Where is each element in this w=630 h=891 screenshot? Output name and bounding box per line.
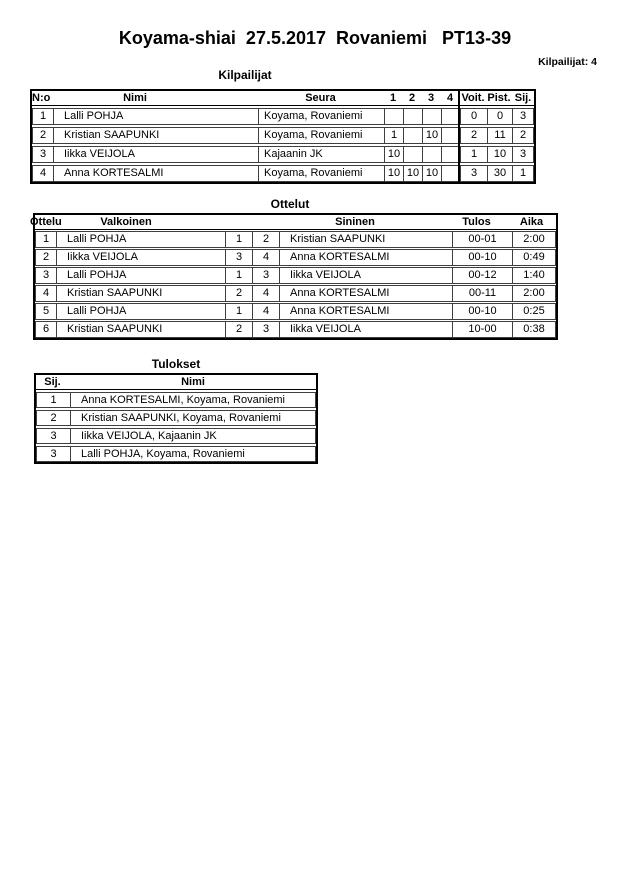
result-row xyxy=(36,446,316,462)
match-result: 00-12 xyxy=(453,268,513,283)
matches-header-row xyxy=(30,215,556,230)
col-header-1: 1 xyxy=(389,92,397,104)
match-result: 00-10 xyxy=(453,250,513,265)
white-player: Lalli POHJA xyxy=(57,304,226,319)
participants-count: Kilpailijat: 4 xyxy=(538,56,597,68)
match-time: 2:00 xyxy=(523,287,545,299)
white-player-number: 2 xyxy=(226,286,253,301)
points: 10 xyxy=(488,147,513,162)
result-row xyxy=(36,392,316,408)
blue-player-number: 3 xyxy=(253,322,280,337)
col-header-sij: Sij. xyxy=(44,376,61,388)
points: 11 xyxy=(488,128,513,143)
blue-player: Anna KORTESALMI xyxy=(280,304,453,319)
white-player: Kristian SAAPUNKI xyxy=(57,322,226,337)
competitor-club: Kajaanin JK xyxy=(259,147,385,162)
match-time: 0:25 xyxy=(523,305,545,317)
competitor-name: Anna KORTESALMI xyxy=(54,166,259,181)
white-player: Kristian SAAPUNKI xyxy=(57,286,226,301)
score-2: 10 xyxy=(404,166,423,181)
match-result: 00-01 xyxy=(453,232,513,247)
place: 3 xyxy=(519,148,527,160)
thick-divider-line xyxy=(458,89,460,184)
points: 30 xyxy=(488,166,513,181)
score-2 xyxy=(404,147,423,162)
wins: 3 xyxy=(461,166,488,181)
blue-player-number: 4 xyxy=(253,304,280,319)
match-row xyxy=(35,285,556,302)
col-header-3: 3 xyxy=(427,92,435,104)
score-2 xyxy=(404,109,423,124)
match-time: 1:40 xyxy=(523,269,545,281)
col-header-no: N:o xyxy=(32,92,51,104)
col-header-white-number xyxy=(220,215,247,229)
result-name: Kristian SAAPUNKI, Koyama, Rovaniemi xyxy=(81,412,281,424)
blue-player: Iikka VEIJOLA xyxy=(280,322,453,337)
score-3 xyxy=(423,109,442,124)
competitor-club: Koyama, Rovaniemi xyxy=(259,109,385,124)
competitors-heading: Kilpailijat xyxy=(218,68,272,82)
results-header-row xyxy=(36,375,316,390)
wins: 0 xyxy=(461,109,488,124)
result-place: 2 xyxy=(37,411,71,425)
place: 2 xyxy=(519,129,527,141)
col-header-ottelu: Ottelu xyxy=(30,216,62,228)
white-player: Iikka VEIJOLA xyxy=(57,250,226,265)
match-number: 2 xyxy=(36,250,57,265)
white-player-number: 3 xyxy=(226,250,253,265)
score-3 xyxy=(423,147,442,162)
results-table xyxy=(34,373,318,464)
match-number: 3 xyxy=(36,268,57,283)
col-header-seura: Seura xyxy=(305,92,336,104)
score-2 xyxy=(404,128,423,143)
result-place: 3 xyxy=(37,429,71,443)
matches-heading: Ottelut xyxy=(270,197,310,211)
score-1: 10 xyxy=(385,166,404,181)
blue-player-number: 4 xyxy=(253,286,280,301)
col-header-voit: Voit. xyxy=(461,92,485,104)
competitor-name: Iikka VEIJOLA xyxy=(54,147,259,162)
match-number: 5 xyxy=(36,304,57,319)
match-row xyxy=(35,321,556,338)
blue-player: Kristian SAAPUNKI xyxy=(280,232,453,247)
match-row xyxy=(35,231,556,248)
competitor-number: 4 xyxy=(33,166,54,181)
result-name: Iikka VEIJOLA, Kajaanin JK xyxy=(81,430,217,442)
match-number: 1 xyxy=(36,232,57,247)
match-result: 10-00 xyxy=(453,322,513,337)
match-result: 00-10 xyxy=(453,304,513,319)
white-player-number: 1 xyxy=(226,232,253,247)
col-header-4: 4 xyxy=(446,92,454,104)
points: 0 xyxy=(488,109,513,124)
place: 3 xyxy=(519,110,527,122)
white-player-number: 1 xyxy=(226,304,253,319)
wins: 2 xyxy=(461,128,488,143)
blue-player-number: 4 xyxy=(253,250,280,265)
result-place: 3 xyxy=(37,447,71,461)
col-header-blue-number xyxy=(247,215,274,229)
white-player-number: 1 xyxy=(226,268,253,283)
white-player-number: 2 xyxy=(226,322,253,337)
col-header-pist: Pist. xyxy=(487,92,511,104)
score-1: 1 xyxy=(385,128,404,143)
col-header-2: 2 xyxy=(408,92,416,104)
competitor-number: 1 xyxy=(33,109,54,124)
match-number: 6 xyxy=(36,322,57,337)
result-row xyxy=(36,428,316,444)
match-row xyxy=(35,303,556,320)
competitor-name: Kristian SAAPUNKI xyxy=(54,128,259,143)
blue-player: Iikka VEIJOLA xyxy=(280,268,453,283)
competitor-name: Lalli POHJA xyxy=(54,109,259,124)
score-1 xyxy=(385,109,404,124)
white-player: Lalli POHJA xyxy=(57,232,226,247)
competitor-number: 3 xyxy=(33,147,54,162)
col-header-aika: Aika xyxy=(519,216,544,228)
match-number: 4 xyxy=(36,286,57,301)
match-time: 2:00 xyxy=(523,233,545,245)
match-time: 0:49 xyxy=(523,251,545,263)
col-header-tulos: Tulos xyxy=(462,216,491,228)
wins: 1 xyxy=(461,147,488,162)
result-name: Lalli POHJA, Koyama, Rovaniemi xyxy=(81,448,245,460)
blue-player: Anna KORTESALMI xyxy=(280,250,453,265)
result-name: Anna KORTESALMI, Koyama, Rovaniemi xyxy=(81,394,285,406)
blue-player: Anna KORTESALMI xyxy=(280,286,453,301)
match-row xyxy=(35,249,556,266)
score-3: 10 xyxy=(423,166,442,181)
score-3: 10 xyxy=(423,128,442,143)
competitors-table xyxy=(30,89,536,184)
place: 1 xyxy=(519,167,527,179)
col-header-nimi: Nimi xyxy=(123,92,147,104)
result-row xyxy=(36,410,316,426)
competitor-club: Koyama, Rovaniemi xyxy=(259,166,385,181)
match-result: 00-11 xyxy=(453,286,513,301)
competitor-number: 2 xyxy=(33,128,54,143)
result-place: 1 xyxy=(37,393,71,407)
white-player: Lalli POHJA xyxy=(57,268,226,283)
page-title: Koyama-shiai 27.5.2017 Rovaniemi PT13-39 xyxy=(118,28,512,48)
matches-table xyxy=(30,213,558,340)
col-header-nimi: Nimi xyxy=(181,376,205,388)
match-time: 0:38 xyxy=(523,323,545,335)
blue-player-number: 3 xyxy=(253,268,280,283)
blue-player-number: 2 xyxy=(253,232,280,247)
results-heading: Tulokset xyxy=(151,357,201,371)
col-header-sij: Sij. xyxy=(514,92,532,104)
col-header-valkoinen: Valkoinen xyxy=(100,216,152,228)
score-1: 10 xyxy=(385,147,404,162)
competitor-club: Koyama, Rovaniemi xyxy=(259,128,385,143)
col-header-sininen: Sininen xyxy=(335,216,375,228)
match-row xyxy=(35,267,556,284)
